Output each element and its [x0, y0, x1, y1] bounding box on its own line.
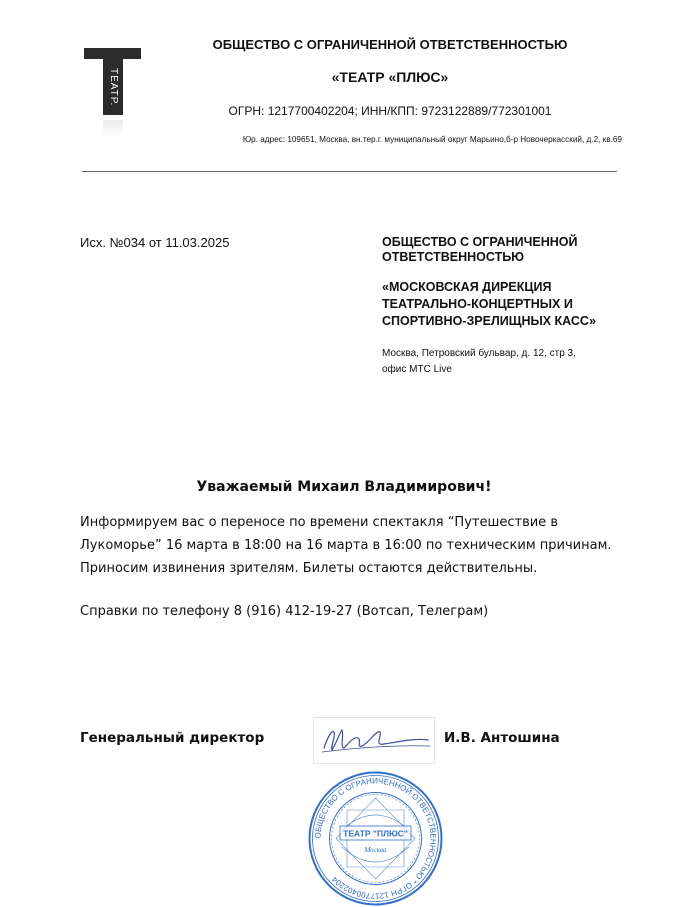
- letterhead-company-name: «ТЕАТР «ПЛЮС»: [331, 69, 449, 85]
- letterhead-company-type: ОБЩЕСТВО С ОГРАНИЧЕННОЙ ОТВЕТСТВЕННОСТЬЮ: [212, 37, 568, 52]
- addressee-company-name: «МОСКОВСКАЯ ДИРЕКЦИЯ ТЕАТРАЛЬНО-КОНЦЕРТНЫХ И СПОРТИВНО-ЗРЕЛИЩНЫХ КАСС»: [382, 280, 596, 328]
- header-divider: [82, 171, 617, 172]
- reference-phone-line: Справки по телефону 8 (916) 412-19-27 (Вотсап, Телеграм): [80, 604, 489, 619]
- letterhead-registration: ОГРН: 1217700402204; ИНН/КПП: 9723122889/772301001: [228, 104, 552, 118]
- stamp-ring-text: ОБЩЕСТВО С ОГРАНИЧЕННОЙ ОТВЕТСТВЕННОСТЬЮ * ОГРН 1217700402204: [313, 776, 438, 901]
- letter-body: Информируем вас о переносе по времени спектакля “Путешествие в Лукоморье” 16 марта в 18:00 на 16 марта в 16:00 по техническим причинам. Приносим извинения зрителям. Билеты остаются действительны.: [80, 515, 612, 576]
- logo-text: ТЕАТР.: [108, 67, 119, 107]
- logo-reflection: [103, 120, 123, 138]
- handwritten-signature: [313, 717, 435, 764]
- signatory-role: Генеральный директор: [80, 730, 265, 746]
- addressee-block: [382, 235, 642, 378]
- stamp-city: Москва: [364, 846, 387, 854]
- signature-stroke: [314, 718, 434, 763]
- addressee-company-type: ОБЩЕСТВО С ОГРАНИЧЕННОЙ ОТВЕТСТВЕННОСТЬЮ: [382, 235, 578, 264]
- addressee-address-line-2: офис МТС Live: [382, 364, 452, 375]
- letterhead-legal-address: Юр. адрес: 109651, Москва, вн.тер.г. муниципальный округ Марьино,б-р Новочеркасский, д.2, кв.69: [242, 135, 622, 144]
- greeting: Уважаемый Михаил Владимирович!: [196, 479, 492, 495]
- logo-bar: [84, 48, 141, 59]
- outgoing-reference: Исх. №034 от 11.03.2025: [80, 235, 230, 250]
- company-stamp: [307, 770, 444, 907]
- stamp-center-text: ТЕАТР "ПЛЮС": [343, 828, 408, 839]
- theatre-logo: [84, 48, 144, 138]
- signatory-name: И.В. Антошина: [444, 730, 560, 746]
- addressee-address-line-1: Москва, Петровский бульвар, д. 12, стр 3,: [382, 348, 576, 359]
